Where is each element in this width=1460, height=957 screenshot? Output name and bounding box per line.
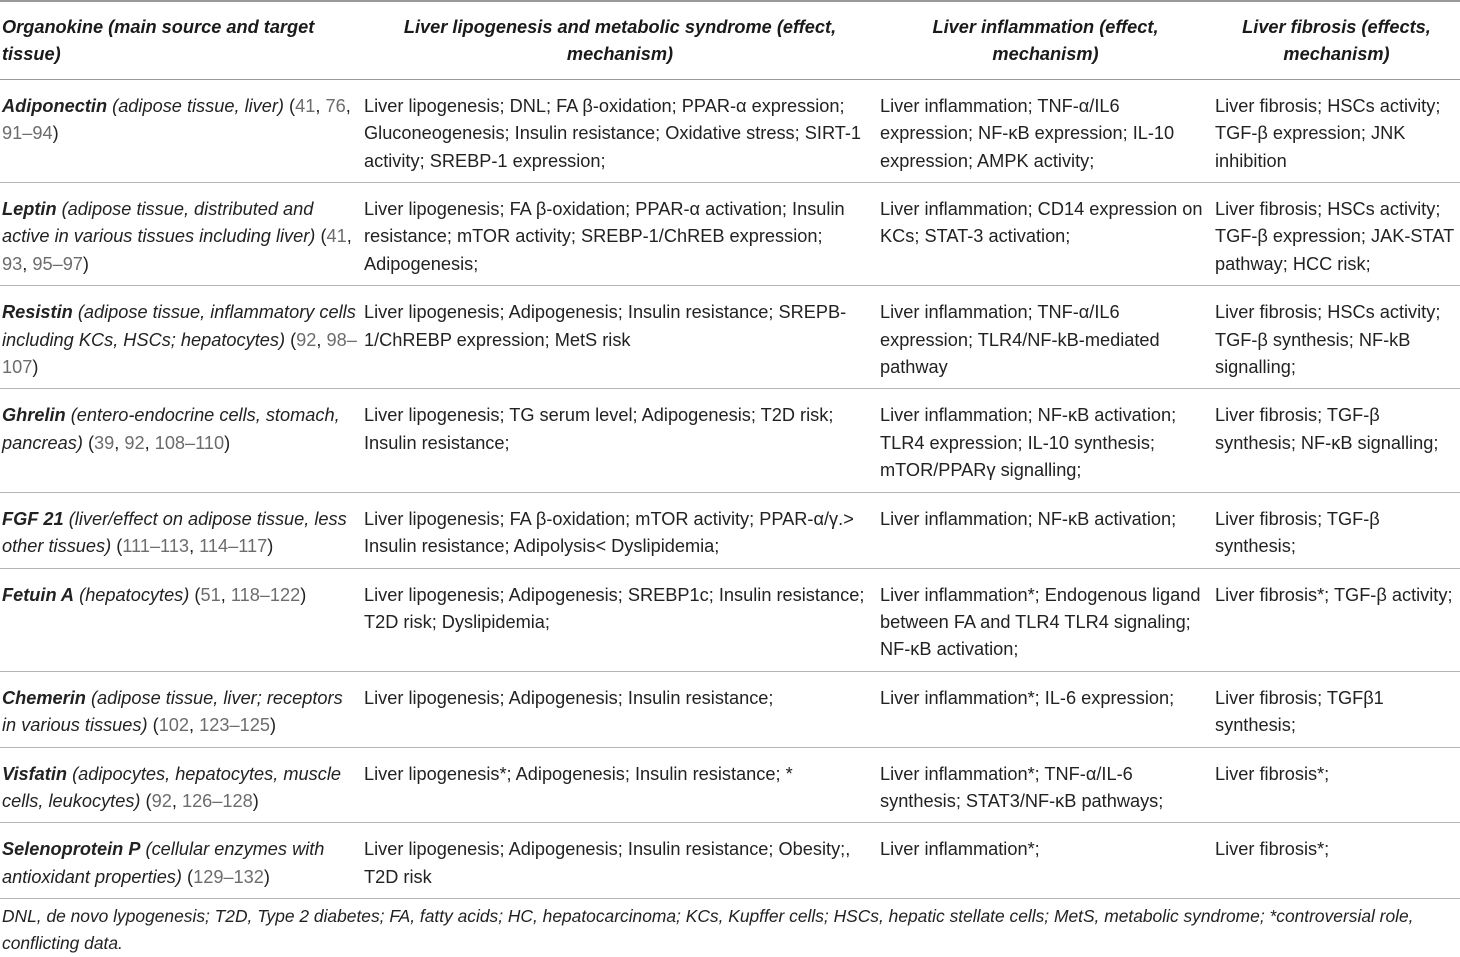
organokine-name: Ghrelin	[2, 405, 66, 426]
organokine-name: Fetuin A	[2, 584, 75, 605]
fibrosis-cell: Liver fibrosis*; TGF-β activity;	[1213, 568, 1460, 671]
lipogenesis-cell: Liver lipogenesis*; Adipogenesis; Insulin resistance; *	[362, 747, 878, 823]
fibrosis-cell: Liver fibrosis; HSCs activity; TGF-β synthesis; NF-kB signalling;	[1213, 286, 1460, 389]
organokine-source: (entero-endocrine cells, stomach, pancreas)	[2, 405, 340, 453]
reference-link[interactable]: 51	[200, 584, 221, 605]
organokine-source: (adipose tissue, inflammatory cells including KCs, HSCs; hepatocytes)	[2, 302, 356, 350]
inflammation-cell: Liver inflammation; NF-κB activation;	[878, 492, 1213, 568]
organokine-name: Visfatin	[2, 763, 68, 784]
inflammation-cell: Liver inflammation*;	[878, 823, 1213, 899]
header-inflammation: Liver inflammation (effect, mechanism)	[878, 1, 1213, 79]
reference-link[interactable]: 39	[94, 432, 115, 453]
reference-link[interactable]: 91–94	[2, 123, 53, 144]
fibrosis-cell: Liver fibrosis*;	[1213, 823, 1460, 899]
reference-link[interactable]: 95–97	[32, 253, 83, 274]
reference-link[interactable]: 92	[151, 790, 172, 811]
reference-link[interactable]: 93	[2, 253, 23, 274]
organokine-cell: Fetuin A (hepatocytes) (51, 118–122)	[0, 568, 362, 671]
reference-link[interactable]: 41	[326, 226, 347, 247]
table-row	[0, 823, 1460, 899]
lipogenesis-cell: Liver lipogenesis; TG serum level; Adipogenesis; T2D risk; Insulin resistance;	[362, 389, 878, 492]
inflammation-cell: Liver inflammation*; IL-6 expression;	[878, 671, 1213, 747]
lipogenesis-cell: Liver lipogenesis; FA β-oxidation; PPAR-α activation; Insulin resistance; mTOR activity; SREBP-1/ChREB expression; Adipogenesis;	[362, 183, 878, 286]
inflammation-cell: Liver inflammation*; Endogenous ligand between FA and TLR4 TLR4 signaling; NF-κB activation;	[878, 568, 1213, 671]
reference-link[interactable]: 126–128	[181, 790, 253, 811]
organokine-name: Selenoprotein P	[2, 839, 141, 860]
fibrosis-cell: Liver fibrosis; HSCs activity; TGF-β expression; JNK inhibition	[1213, 79, 1460, 182]
organokine-name: Leptin	[2, 199, 57, 220]
reference-link[interactable]: 92	[124, 432, 145, 453]
inflammation-cell: Liver inflammation*; TNF-α/IL-6 synthesis; STAT3/NF-κB pathways;	[878, 747, 1213, 823]
reference-link[interactable]: 111–113	[122, 536, 190, 557]
reference-link[interactable]: 108–110	[154, 432, 225, 453]
reference-link[interactable]: 98–107	[2, 329, 357, 378]
organokine-cell: FGF 21 (liver/effect on adipose tissue, less other tissues) (111–113, 114–117)	[0, 492, 362, 568]
organokine-name: Chemerin	[2, 687, 86, 708]
header-fibrosis: Liver fibrosis (effects, mechanism)	[1213, 1, 1460, 79]
inflammation-cell: Liver inflammation; TNF-α/IL6 expression; NF-κB expression; IL-10 expression; AMPK activity;	[878, 79, 1213, 182]
reference-link[interactable]: 118–122	[230, 584, 301, 605]
organokine-source: (hepatocytes)	[79, 584, 190, 605]
reference-link[interactable]: 102	[158, 715, 190, 736]
organokine-source: (adipose tissue, distributed and active in various tissues including liver)	[2, 199, 316, 247]
reference-link[interactable]: 76	[325, 95, 346, 116]
organokine-name: Adiponectin	[2, 95, 108, 116]
fibrosis-cell: Liver fibrosis; HSCs activity; TGF-β expression; JAK-STAT pathway; HCC risk;	[1213, 183, 1460, 286]
table-row	[0, 286, 1460, 389]
fibrosis-cell: Liver fibrosis; TGF-β synthesis;	[1213, 492, 1460, 568]
table-row	[0, 747, 1460, 823]
inflammation-cell: Liver inflammation; TNF-α/IL6 expression; TLR4/NF-kB-mediated pathway	[878, 286, 1213, 389]
organokine-cell: Resistin (adipose tissue, inflammatory cells including KCs, HSCs; hepatocytes) (92, 98–107)	[0, 286, 362, 389]
lipogenesis-cell: Liver lipogenesis; Adipogenesis; Insulin resistance;	[362, 671, 878, 747]
reference-link[interactable]: 114–117	[199, 536, 268, 557]
organokine-cell: Ghrelin (entero-endocrine cells, stomach, pancreas) (39, 92, 108–110)	[0, 389, 362, 492]
organokine-cell: Leptin (adipose tissue, distributed and active in various tissues including liver) (41, 93, 95–97)	[0, 183, 362, 286]
lipogenesis-cell: Liver lipogenesis; FA β-oxidation; mTOR activity; PPAR-α/γ.> Insulin resistance; Adipolysis< Dyslipidemia;	[362, 492, 878, 568]
table-row	[0, 492, 1460, 568]
organokine-name: Resistin	[2, 302, 73, 323]
reference-link[interactable]: 129–132	[193, 866, 264, 887]
table-row	[0, 671, 1460, 747]
table-row	[0, 568, 1460, 671]
table-row	[0, 183, 1460, 286]
organokine-source: (adipose tissue, liver; receptors in various tissues)	[2, 687, 343, 736]
header-lipogenesis: Liver lipogenesis and metabolic syndrome (effect, mechanism)	[362, 1, 878, 79]
organokine-source: (liver/effect on adipose tissue, less other tissues)	[2, 508, 347, 557]
header-organokine: Organokine (main source and target tissue)	[0, 1, 362, 79]
table-row	[0, 389, 1460, 492]
organokine-name: FGF 21	[2, 508, 64, 529]
reference-link[interactable]: 92	[296, 329, 317, 350]
organokine-cell: Adiponectin (adipose tissue, liver) (41, 76, 91–94)	[0, 79, 362, 182]
fibrosis-cell: Liver fibrosis*;	[1213, 747, 1460, 823]
table-row	[0, 79, 1460, 182]
reference-link[interactable]: 123–125	[199, 715, 270, 736]
fibrosis-cell: Liver fibrosis; TGF-β synthesis; NF-κB signalling;	[1213, 389, 1460, 492]
organokine-source: (adipose tissue, liver)	[112, 95, 284, 116]
organokine-source: (adipocytes, hepatocytes, muscle cells, leukocytes)	[2, 763, 341, 811]
lipogenesis-cell: Liver lipogenesis; Adipogenesis; Insulin resistance; Obesity;, T2D risk	[362, 823, 878, 899]
table-footnote: DNL, de novo lypogenesis; T2D, Type 2 diabetes; FA, fatty acids; HC, hepatocarcinoma; KCs, Kupffer cells; HSCs, hepatic stellate cells; MetS, metabolic syndrome; *controversial role, conflicting data.	[2, 906, 1414, 954]
organokine-cell: Visfatin (adipocytes, hepatocytes, muscle cells, leukocytes) (92, 126–128)	[0, 747, 362, 823]
lipogenesis-cell: Liver lipogenesis; DNL; FA β-oxidation; PPAR-α expression; Gluconeogenesis; Insulin resistance; Oxidative stress; SIRT-1 activity; SREBP-1 expression;	[362, 79, 878, 182]
reference-link[interactable]: 41	[295, 95, 316, 116]
organokine-source: (cellular enzymes with antioxidant properties)	[2, 839, 325, 887]
organokine-cell: Chemerin (adipose tissue, liver; receptors in various tissues) (102, 123–125)	[0, 671, 362, 747]
lipogenesis-cell: Liver lipogenesis; Adipogenesis; SREBP1c; Insulin resistance; T2D risk; Dyslipidemia;	[362, 568, 878, 671]
organokine-cell: Selenoprotein P (cellular enzymes with antioxidant properties) (129–132)	[0, 823, 362, 899]
inflammation-cell: Liver inflammation; NF-κB activation; TLR4 expression; IL-10 synthesis; mTOR/PPARγ signalling;	[878, 389, 1213, 492]
inflammation-cell: Liver inflammation; CD14 expression on KCs; STAT-3 activation;	[878, 183, 1213, 286]
lipogenesis-cell: Liver lipogenesis; Adipogenesis; Insulin resistance; SREPB-1/ChREBP expression; MetS risk	[362, 286, 878, 389]
fibrosis-cell: Liver fibrosis; TGFβ1 synthesis;	[1213, 671, 1460, 747]
table-header-row	[0, 1, 1460, 79]
